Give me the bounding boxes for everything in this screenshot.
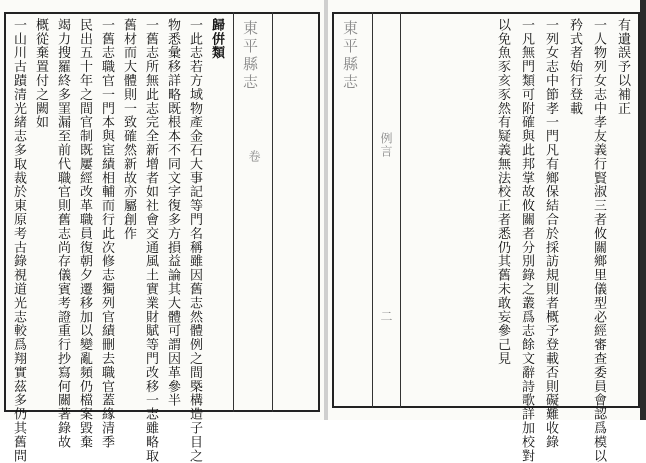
- text-column: 一凡無門類可附確與此邦掌故攸關者分別錄之叢爲志餘文辭詩歌詳加校對: [519, 18, 534, 463]
- text-column: 概從棄置付之闕如: [33, 18, 48, 130]
- scan-edge: [640, 0, 646, 420]
- fold-title: 東平縣志: [341, 20, 359, 92]
- fold-volume: 卷: [247, 150, 261, 163]
- text-column: 一此志若方域物產金石大事記等門名稱雖因舊志然體例之間槩構造子目之: [187, 18, 202, 463]
- text-column: 竭力搜羅終多罣漏至前代職官則舊志尚存儀賓考證重行抄寫何關著錄故: [55, 18, 70, 449]
- text-column: 舊材而大體則一致確然新故亦屬創作: [121, 18, 136, 241]
- text-column: 一山川古蹟清光緒志多取裁於東原考古錄視道光志較爲翔實茲多仍其舊問: [11, 18, 26, 463]
- text-column: 歸倂類: [209, 18, 224, 60]
- fold-line: [272, 12, 273, 412]
- right-page: [328, 0, 646, 463]
- text-column: 一人物列女志中孝友義行賢淑三者攸關鄉里儀型必經審查委員會認爲模以: [591, 18, 606, 463]
- text-column: 一列女志中節孝一門凡有鄉保結合於採訪規則者概予登載否則礙難收錄: [543, 18, 558, 449]
- text-column: 有遺誤予以補正: [615, 18, 630, 116]
- text-column: 物悉彙移詳略既根本不同文字復多方損益論其大體可謂因革參半: [165, 18, 180, 408]
- text-column: 一舊志所無此志完全新增者如社會交通風土實業財賦等門改移一志雖略取: [143, 18, 158, 463]
- text-column: 一舊志職官一門本與宦績相輔而行此次修志獨列官績刪去職官蓋緣清季: [99, 18, 114, 449]
- fold-line: [233, 12, 234, 412]
- page-number: 二: [379, 310, 393, 323]
- fold-section: 例言: [379, 132, 393, 158]
- text-column: 以免魚豕亥豕然有疑義無法校正者悉仍其舊未敢妄參己見: [495, 18, 510, 366]
- fold-line: [372, 12, 373, 408]
- text-column: 矜式者始行登載: [567, 18, 582, 116]
- text-column: 民出五十年之間官制既屢經改革職員復朝夕遷移加以變亂頻仍檔案毀棄: [77, 18, 92, 449]
- fold-line: [400, 12, 401, 408]
- fold-title: 東平縣志: [241, 20, 259, 92]
